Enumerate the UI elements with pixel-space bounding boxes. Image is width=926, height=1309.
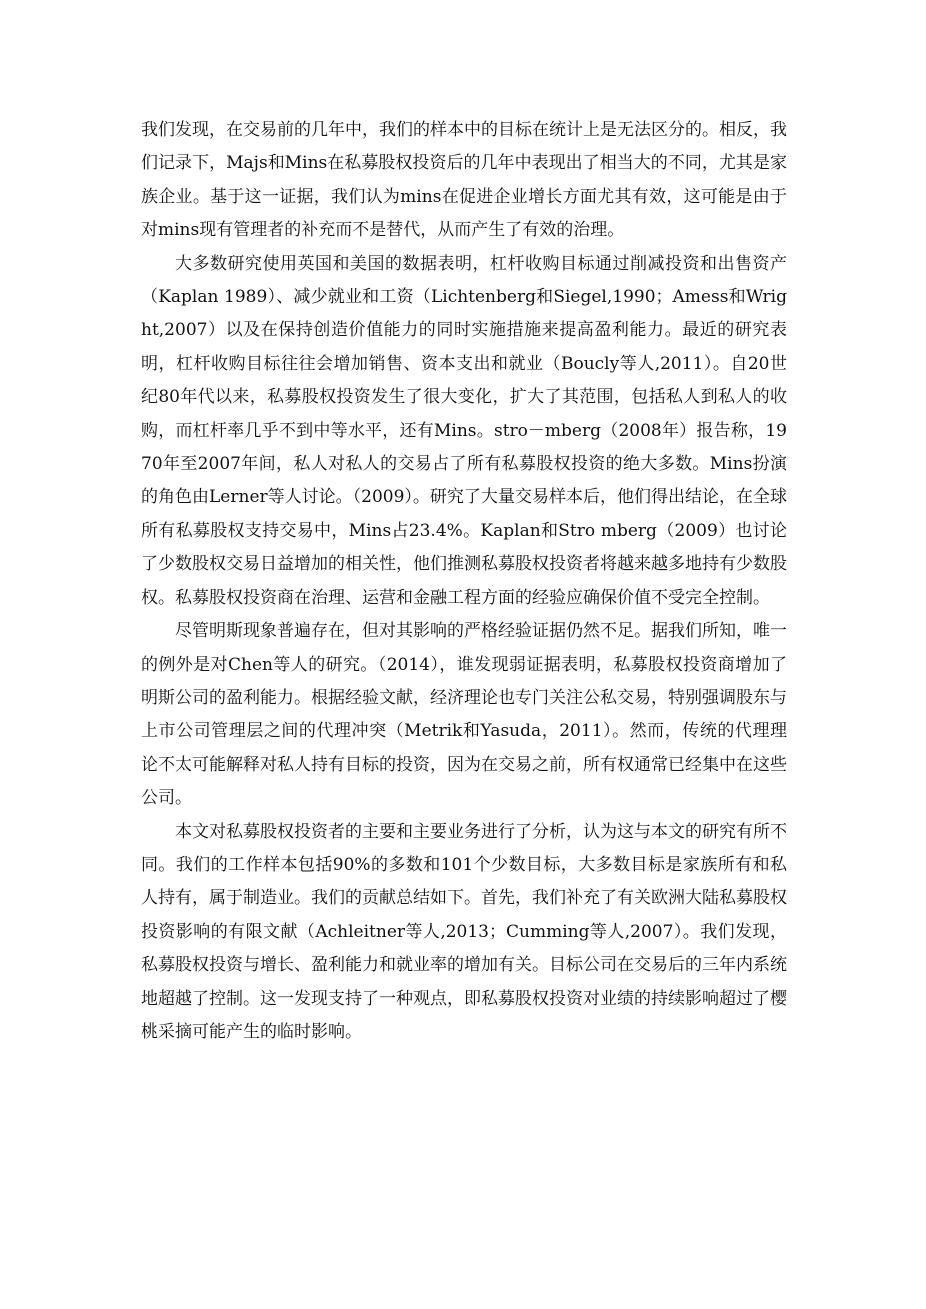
paragraph-2: 大多数研究使用英国和美国的数据表明，杠杆收购目标通过削减投资和出售资产（Kaplan 1989）、减少就业和工资（Lichtenberg和Siegel,1990；Amess和Wright,2007）以及在保持创造价值能力的同时实施措施来提高盈利能力。最近的研究表明，杠杆收购目标往往会增加销售、资本支出和就业（Boucly等人,2011）。自20世纪80年代以来，私募股权投资发生了很大变化，扩大了其范围，包括私人到私人的收购，而杠杆率几乎不到中等水平，还有Mins。stro－mberg（2008年）报告称，1970年至2007年间，私人对私人的交易占了所有私募股权投资的绝大多数。Mins扮演的角色由Lerner等人讨论。（2009）。研究了大量交易样本后，他们得出结论，在全球所有私募股权支持交易中，Mins占23.4%。Kaplan和Stro mberg（2009）也讨论了少数股权交易日益增加的相关性，他们推测私募股权投资者将越来越多地持有少数股权。私募股权投资商在治理、运营和金融工程方面的经验应确保价值不受完全控制。: [141, 253, 787, 608]
body-text: [141, 114, 787, 1049]
paragraph-1: 我们发现，在交易前的几年中，我们的样本中的目标在统计上是无法区分的。相反，我们记录下，Majs和Mins在私募股权投资后的几年中表现出了相当大的不同，尤其是家族企业。基于这一证据，我们认为mins在促进企业增长方面尤其有效，这可能是由于对mins现有管理者的补充而不是替代，从而产生了有效的治理。: [141, 120, 787, 241]
paragraph-3: 尽管明斯现象普遍存在，但对其影响的严格经验证据仍然不足。据我们所知，唯一的例外是对Chen等人的研究。（2014），谁发现弱证据表明，私募股权投资商增加了明斯公司的盈利能力。根据经验文献，经济理论也专门关注公私交易，特别强调股东与上市公司管理层之间的代理冲突（Metrik和Yasuda，2011）。然而，传统的代理理论不太可能解释对私人持有目标的投资，因为在交易之前，所有权通常已经集中在这些公司。: [141, 621, 787, 809]
paragraph-4: 本文对私募股权投资者的主要和主要业务进行了分析，认为这与本文的研究有所不同。我们的工作样本包括90%的多数和101个少数目标，大多数目标是家族所有和私人持有，属于制造业。我们的贡献总结如下。首先，我们补充了有关欧洲大陆私募股权投资影响的有限文献（Achleitner等人,2013；Cumming等人,2007）。我们发现，私募股权投资与增长、盈利能力和就业率的增加有关。目标公司在交易后的三年内系统地超越了控制。这一发现支持了一种观点，即私募股权投资对业绩的持续影响超过了樱桃采摘可能产生的临时影响。: [141, 821, 787, 1042]
